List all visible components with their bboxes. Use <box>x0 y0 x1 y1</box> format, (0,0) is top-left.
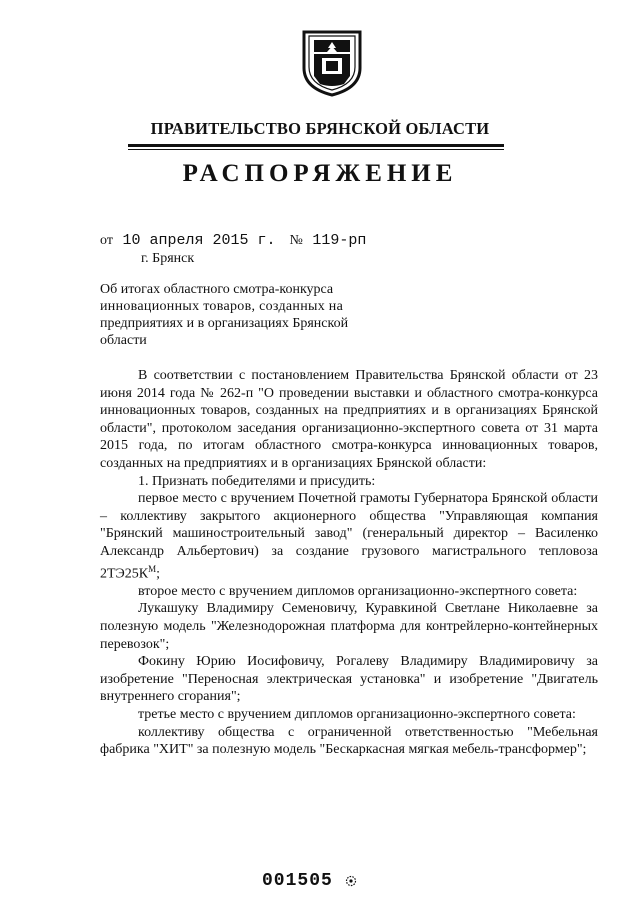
subject-line: области <box>100 333 147 348</box>
body-paragraph: 1. Признать победителями и присудить: <box>138 473 376 489</box>
body-paragraph <box>100 490 598 583</box>
org-title: ПРАВИТЕЛЬСТВО БРЯНСКОЙ ОБЛАСТИ <box>150 119 490 138</box>
document-number: 119-рп <box>312 232 367 249</box>
body-paragraph: третье место с вручением дипломов организационно-экспертного совета: <box>138 706 576 722</box>
subject-line: инновационных товаров, созданных на <box>100 299 344 314</box>
date-number-line <box>100 232 366 249</box>
subject-line: Об итогах областного смотра-конкурса <box>100 282 334 297</box>
header-rule-thin <box>128 149 504 150</box>
body-paragraph: Фокину Юрию Иосифовичу, Рогалеву Владимиру Владимировичу за изобретение "Переносная электрическая установка" и изобретение "Двигатель внутреннего сгорания"; <box>100 654 598 705</box>
subject-line: предприятиях и в организациях Брянской <box>100 316 349 331</box>
number-sign: № <box>289 233 303 248</box>
date-prefix: от <box>100 233 113 248</box>
coat-of-arms-emblem <box>300 28 364 98</box>
document-type-heading: РАСПОРЯЖЕНИЕ <box>182 160 458 187</box>
award-first-text: первое место с вручением Почетной грамоты Губернатора Брянской области – коллективу закрытого акционерного общества "Управляющая компания "Брянский машиностроительный завод" (генеральный директор – Василенко Александр Альбертович) за создание грузового магистрального тепловоза 2ТЭ25К <box>100 491 598 582</box>
body-paragraph: Лукашуку Владимиру Семеновичу, Куравкиной Светлане Николаевне за полезную модель "Железнодорожная платформа для контрейлерно-контейнерных перевозок"; <box>100 601 598 652</box>
body-paragraph: второе место с вручением дипломов организационно-экспертного совета: <box>138 583 578 599</box>
document-body <box>100 367 598 759</box>
body-paragraph: В соответствии с постановлением Правительства Брянской области от 23 июня 2014 года № 262-п "О проведении выставки и областного смотра-конкурса инновационных товаров, созданных на предприятиях и в организациях Брянской области", протоколом заседания организационно-экспертного совета от 31 марта 2015 года, по итогам областного смотра-конкурса инновационных товаров, созданных на предприятиях и в организациях Брянской области: <box>100 368 598 471</box>
award-first-end: ; <box>156 566 161 582</box>
header-rule-thick <box>128 144 504 147</box>
rosette-icon <box>344 874 358 888</box>
serial-number: 001505 <box>262 871 333 891</box>
city: г. Брянск <box>141 251 195 266</box>
body-paragraph: коллективу общества с ограниченной ответственностью "Мебельная фабрика "ХИТ" за полезную модель "Бескаркасная мягкая мебель-трансформер"; <box>100 724 598 758</box>
subject-block <box>100 281 380 349</box>
model-superscript: М <box>148 563 157 574</box>
document-date: 10 апреля 2015 г. <box>122 232 276 249</box>
